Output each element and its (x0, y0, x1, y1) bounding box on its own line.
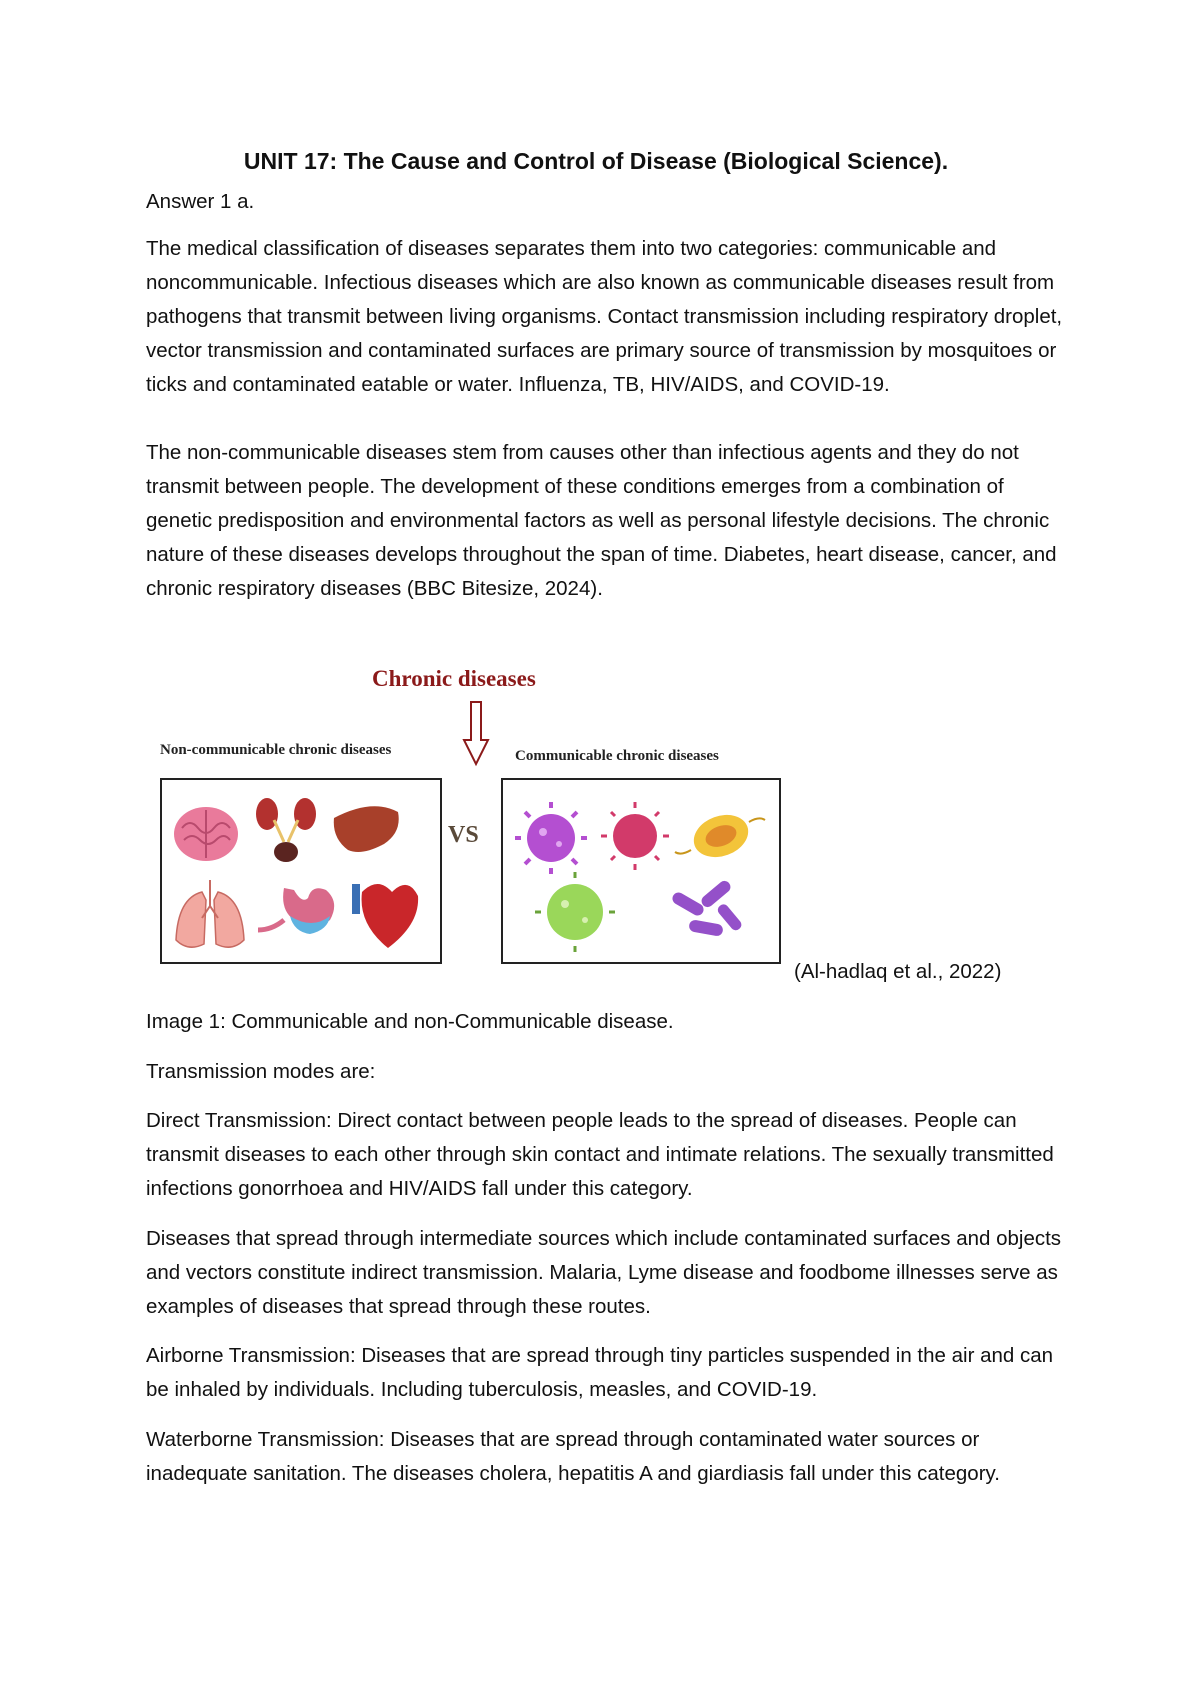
lungs-icon (176, 880, 244, 947)
virus-green-icon (535, 872, 615, 952)
down-arrow-icon (462, 700, 490, 768)
paragraph-communicable: The medical classification of diseases separates them into two categories: communicable and noncommunicable. Infectious diseases which are also known as communicable diseases result from pathogens that transmit between living organisms. Contact transmission including respiratory droplet, vector transmission and contaminated surfaces are primary source of transmission by mosquitoes or ticks and contaminated eatable or water. Influenza, TB, HIV/AIDS, and COVID-19. (146, 237, 1063, 396)
stomach-icon (258, 888, 334, 934)
paragraph-waterborne-transmission: Waterborne Transmission: Diseases that are spread through contaminated water sources or inadequate sanitation. The diseases cholera, hepatitis A and giardiasis fall under this category. (146, 1428, 1000, 1485)
virus-purple-icon (515, 802, 587, 874)
image-caption: Image 1: Communicable and non-Communicable disease. (146, 1010, 674, 1033)
brain-icon (174, 807, 238, 861)
paragraph-indirect-transmission: Diseases that spread through intermediate sources which include contaminated surfaces and objects and vectors constitute indirect transmission. Malaria, Lyme disease and foodbome illnesses serve as examples of diseases that spread through these routes. (146, 1227, 1062, 1318)
paragraph-direct-transmission: Direct Transmission: Direct contact between people leads to the spread of diseases. People can transmit diseases to each other through skin contact and intimate relations. The sexually transmitted infections gonorrhoea and HIV/AIDS fall under this category. (146, 1109, 1054, 1200)
bacilli-icon (670, 878, 743, 936)
heart-icon (352, 884, 418, 948)
paragraph-airborne-transmission: Airborne Transmission: Diseases that are spread through tiny particles suspended in the air and can be inhaled by individuals. Including tuberculosis, measles, and COVID-19. (146, 1344, 1054, 1401)
vs-label: VS (448, 822, 479, 848)
kidney-icon (256, 798, 316, 862)
chronic-diseases-figure (150, 660, 790, 970)
virus-pink-icon (601, 802, 669, 870)
answer-label: Answer 1 a. (146, 190, 255, 213)
paragraph-noncommunicable: The non-communicable diseases stem from causes other than infectious agents and they do not transmit between people. The development of these conditions emerges from a combination of genetic predisposition and environmental factors as well as personal lifestyle decisions. The chronic nature of these diseases develops throughout the span of time. Diabetes, heart disease, cancer, and chronic respiratory diseases (BBC Bitesize, 2024). (146, 441, 1057, 600)
noncommunicable-panel (160, 778, 442, 964)
figure-left-heading: Non-communicable chronic diseases (160, 742, 392, 758)
document-title: UNIT 17: The Cause and Control of Disease (Biological Science). (243, 148, 949, 174)
communicable-panel (501, 778, 781, 964)
figure-citation: (Al-hadlaq et al., 2022) (794, 960, 1002, 983)
liver-icon (334, 806, 399, 852)
bacteria-yellow-icon (675, 808, 765, 865)
figure-right-heading: Communicable chronic diseases (515, 748, 719, 764)
figure-main-heading: Chronic diseases (372, 666, 536, 691)
transmission-modes-intro: Transmission modes are: (146, 1060, 376, 1083)
